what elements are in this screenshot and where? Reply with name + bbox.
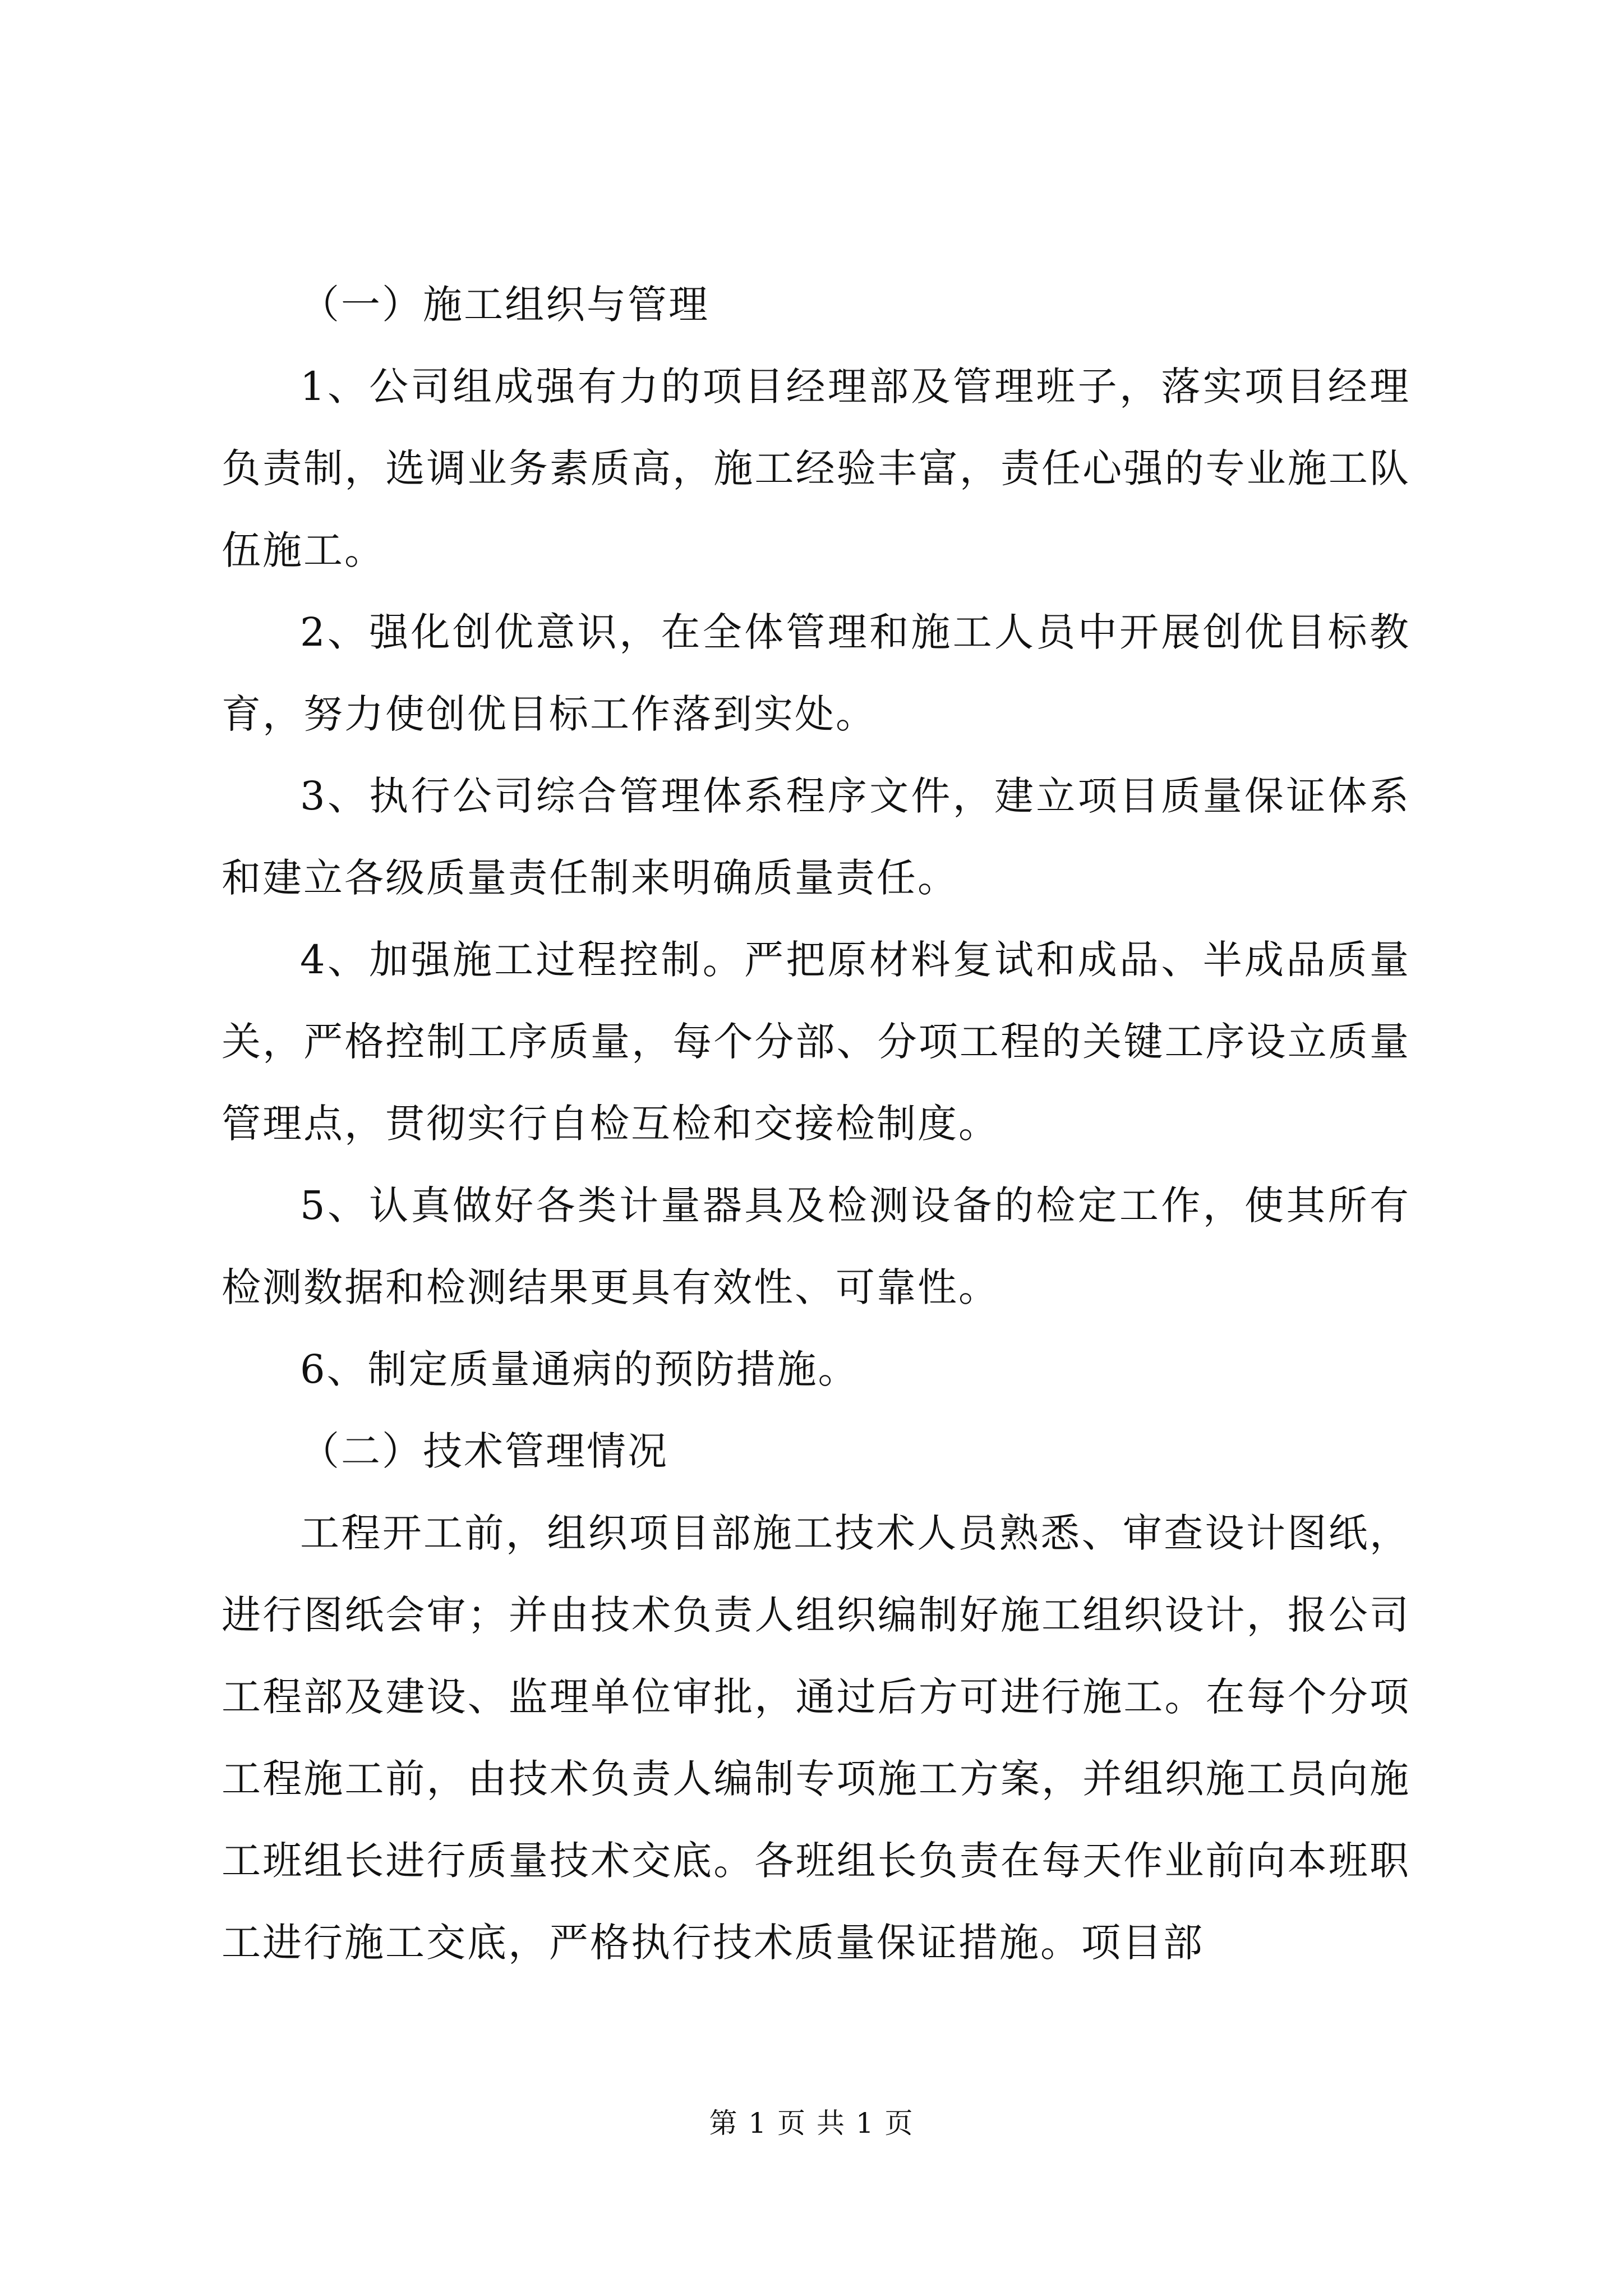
list-item-3: 3、执行公司综合管理体系程序文件，建立项目质量保证体系和建立各级质量责任制来明确质量责任。 <box>222 773 1410 901</box>
page-number-footer: 第 1 页 共 1 页 <box>709 2107 914 2139</box>
list-item-6: 6、制定质量通病的预防措施。 <box>300 1346 859 1392</box>
section-heading-1: （一）施工组织与管理 <box>300 282 709 328</box>
document-body <box>222 264 1410 1984</box>
list-item-2: 2、强化创优意识，在全体管理和施工人员中开展创优目标教育，努力使创优目标工作落到实处。 <box>222 609 1410 737</box>
list-item-4: 4、加强施工过程控制。严把原材料复试和成品、半成品质量关，严格控制工序质量，每个分部、分项工程的关键工序设立质量管理点，贯彻实行自检互检和交接检制度。 <box>222 937 1410 1147</box>
list-item-5: 5、认真做好各类计量器具及检测设备的检定工作，使其所有检测数据和检测结果更具有效性、可靠性。 <box>222 1182 1410 1310</box>
section-heading-2: （二）技术管理情况 <box>300 1428 668 1474</box>
body-paragraph: 工程开工前，组织项目部施工技术人员熟悉、审查设计图纸，进行图纸会审；并由技术负责人组织编制好施工组织设计，报公司工程部及建设、监理单位审批，通过后方可进行施工。在每个分项工程施工前，由技术负责人编制专项施工方案，并组织施工员向施工班组长进行质量技术交底。各班组长负责在每天作业前向本班职工进行施工交底，严格执行技术质量保证措施。项目部 <box>222 1510 1410 1966</box>
list-item-1: 1、公司组成强有力的项目经理部及管理班子，落实项目经理负责制，选调业务素质高，施工经验丰富，责任心强的专业施工队伍施工。 <box>222 364 1410 573</box>
